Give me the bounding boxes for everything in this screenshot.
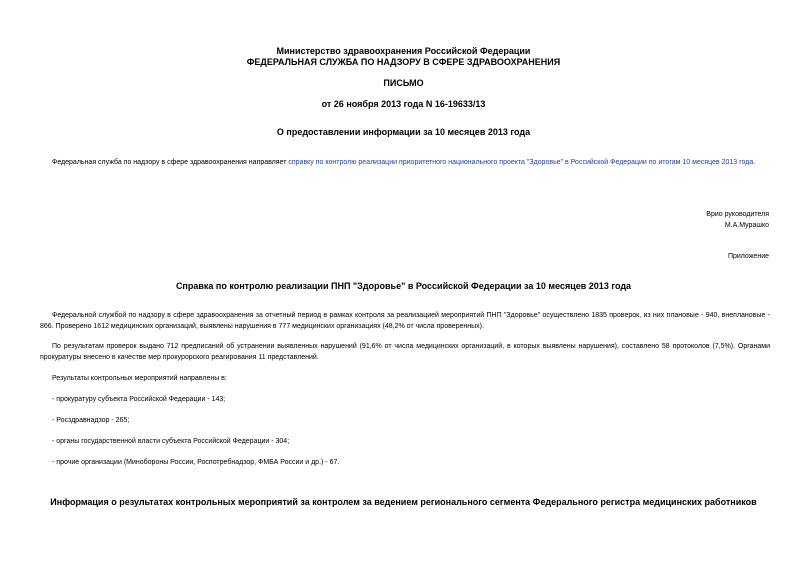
doc-type: ПИСЬМО: [383, 78, 424, 88]
report-paragraph-3: Результаты контрольных мероприятий направлены в:: [52, 375, 227, 382]
doc-date-number: от 26 ноября 2013 года N 16-19633/13: [321, 99, 486, 109]
doc-subject: О предоставлении информации за 10 месяцев 2013 года: [276, 127, 531, 137]
service-name: ФЕДЕРАЛЬНАЯ СЛУЖБА ПО НАДЗОРУ В СФЕРЕ ЗДРАВООХРАНЕНИЯ: [246, 57, 561, 67]
report-paragraph-1: Федеральной службой по надзору в сфере здравоохранения за отчетный период в рамках контроля за реализацией мероприятий ПНП "Здоровье" осуществлено 1835 проверок, из них плановые - 940, внеплановые - 866. Проверено 1612 медицинских организаций, выявлены нарушения в 777 медицинских организациях (48,2% от числа проверенных).: [40, 312, 770, 330]
report-paragraph-2: По результатам проверок выдано 712 предписаний об устранении выявленных нарушений (91,6% от числа медицинских организаций, в которых выявлены нарушения), составлено 58 протоколов (7,5%). Органами прокуратуры внесено в качестве мер прокурорского реагирования 11 представлений.: [40, 343, 770, 361]
signature-name: М.А.Мурашко: [724, 222, 769, 229]
list-item: - органы государственной власти субъекта Российской Федерации - 304;: [52, 438, 290, 445]
report-title: Справка по контролю реализации ПНП "Здоровье" в Российской Федерации за 10 месяцев 2013 года: [175, 281, 632, 291]
intro-text-after: .: [753, 159, 756, 166]
ministry-name: Министерство здравоохранения Российской Федерации: [276, 46, 531, 56]
report-link[interactable]: справку по контролю реализации приоритетного национального проекта "Здоровье" в Российской Федерации по итогам 10 месяцев 2013 года: [288, 159, 754, 166]
section-title: Информация о результатах контрольных мероприятий за контролем за ведением регионального сегмента Федерального регистра медицинских работников: [50, 497, 757, 507]
appendix-label: Приложение: [727, 253, 769, 260]
intro-text-before: Федеральная служба по надзору в сфере здравоохранения направляет: [52, 159, 289, 166]
list-item: - Росздравнадзор - 265;: [52, 417, 130, 424]
intro-paragraph: [40, 157, 770, 168]
list-item: - прокуратуру субъекта Российской Федерации - 143;: [52, 396, 226, 403]
list-item: - прочие организации (Минобороны России, Роспотребнадзор, ФМБА России и др.) - 67.: [52, 459, 340, 466]
signature-position: Врио руководителя: [706, 211, 769, 218]
